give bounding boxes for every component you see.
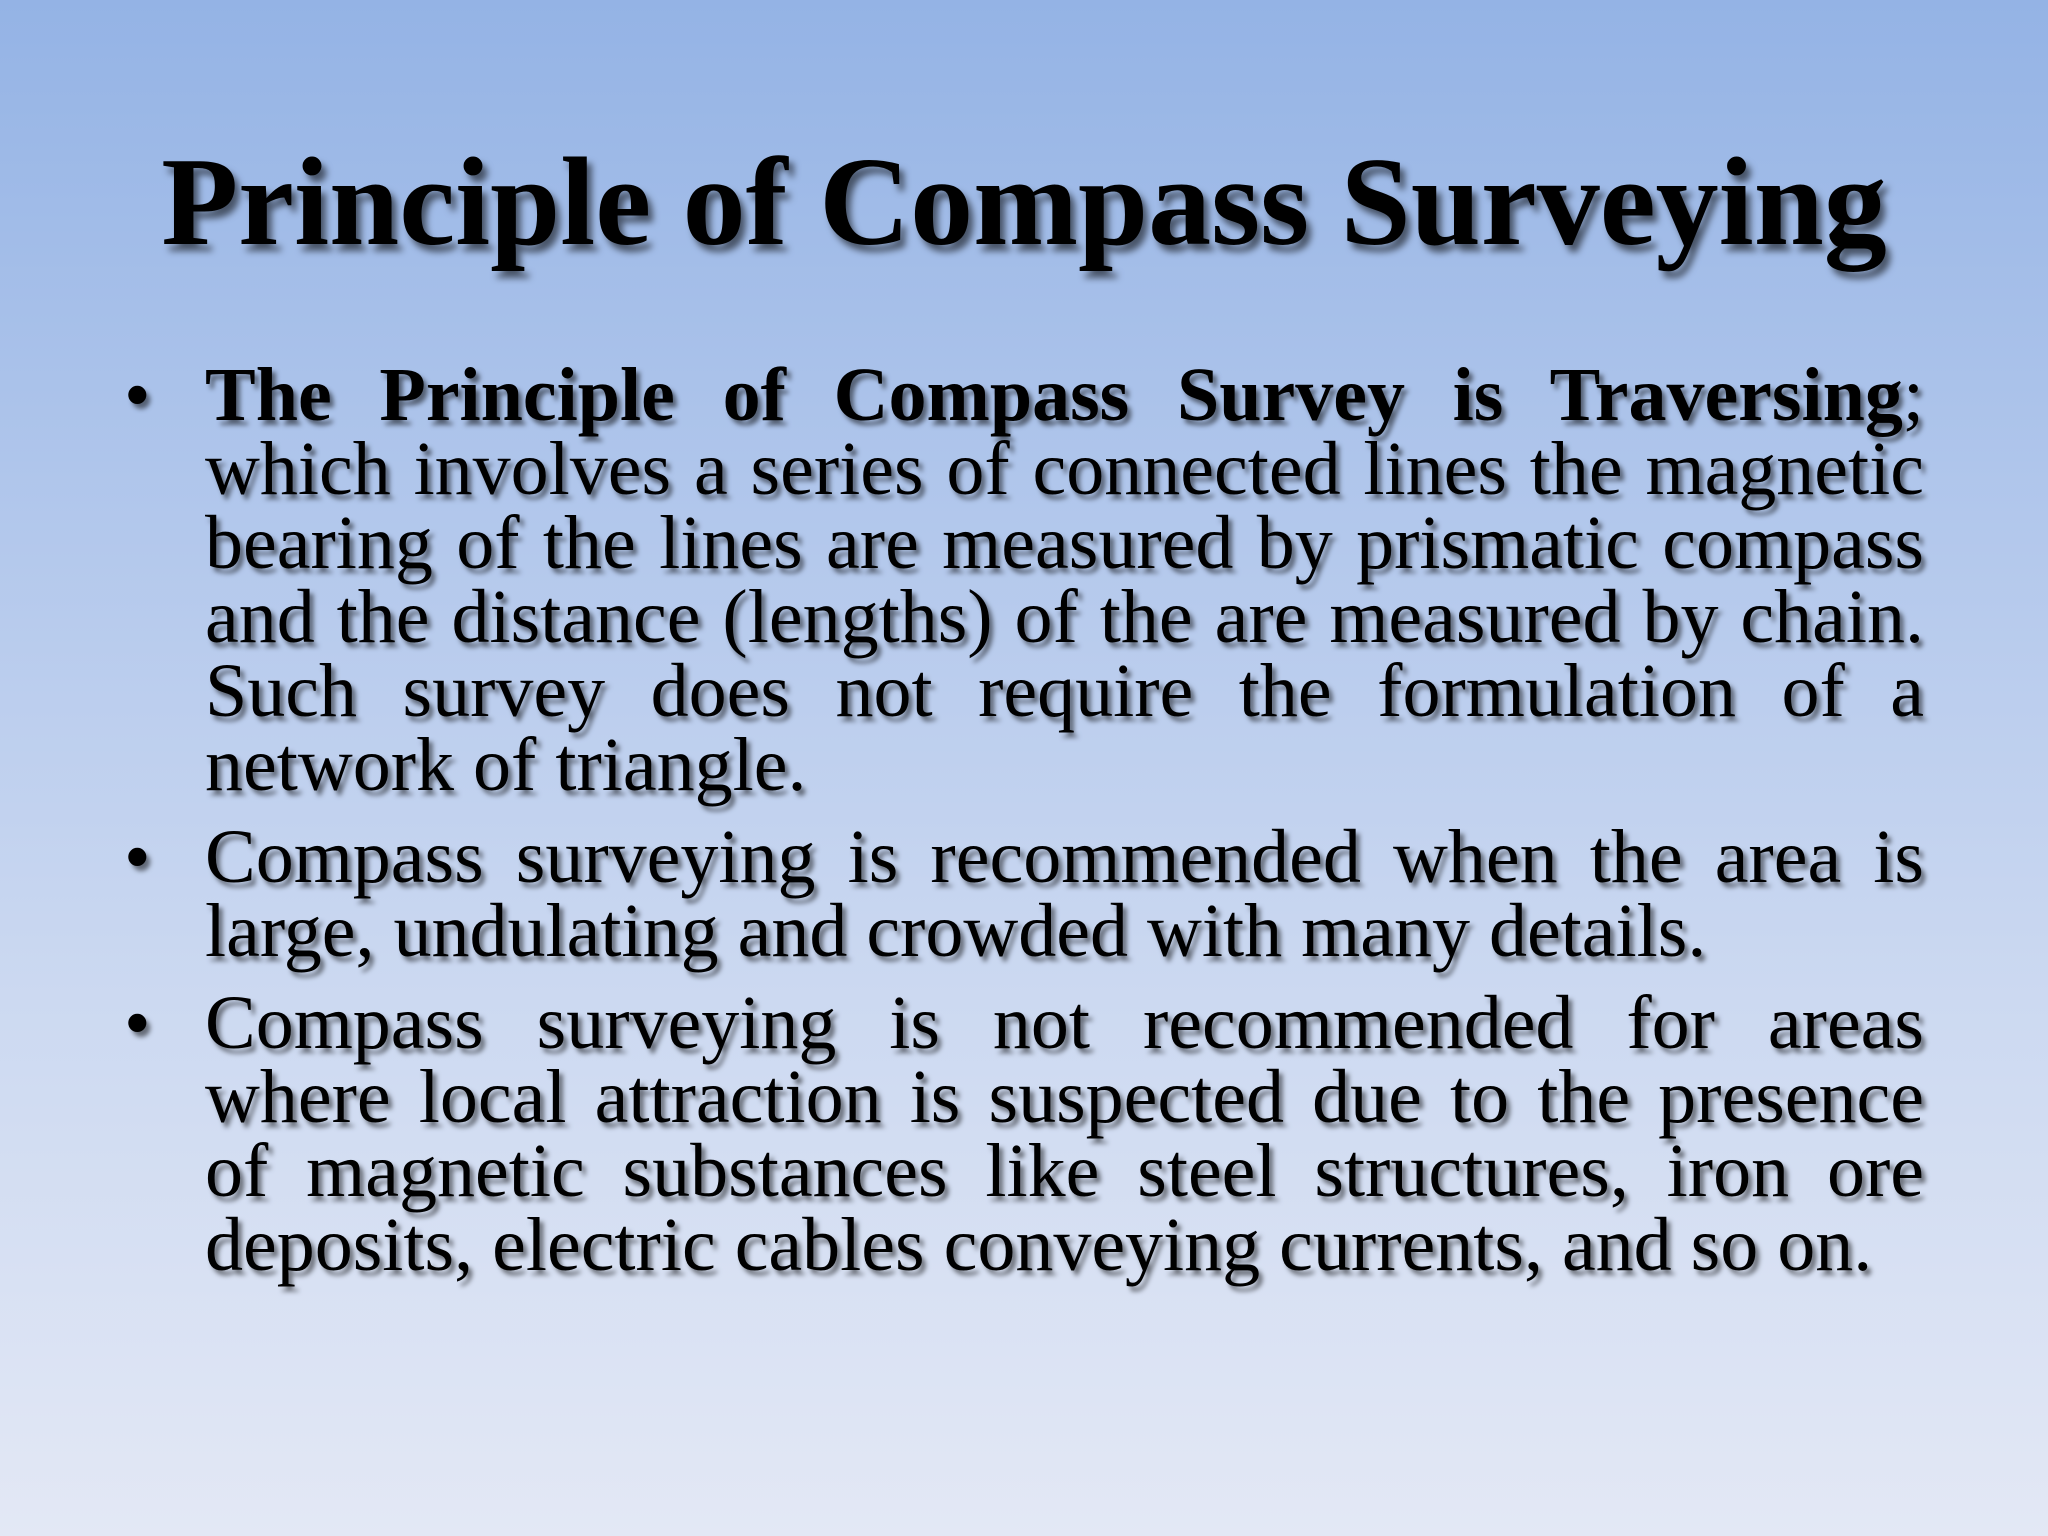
bullet-list: [120, 353, 1924, 1300]
bullet-icon: •: [124, 815, 151, 899]
bullet-text: [205, 981, 1924, 1287]
bullet-body-text: Compass surveying is recommended when the area is large, undulating and crowded with many details.: [205, 815, 1924, 973]
bullet-text: [205, 815, 1924, 973]
slide-title: Principle of Compass Surveying: [161, 133, 1887, 272]
bullet-bold-text: The Principle of Compass Survey is Traversing: [205, 353, 1903, 437]
bullet-item: [120, 353, 1924, 807]
bullet-body-text: ; which involves a series of connected lines the magnetic bearing of the lines are measured by prismatic compass and the distance (lengths) of the are measured by chain. Such survey does not require the formulation of a network of triangle.: [205, 353, 1924, 807]
bullet-icon: •: [124, 981, 151, 1065]
bullet-body-text: Compass surveying is not recommended for areas where local attraction is suspected due to the presence of magnetic substances like steel structures, iron ore deposits, electric cables conveying currents, and so on.: [205, 981, 1924, 1287]
bullet-icon: •: [124, 353, 151, 437]
bullet-item: [120, 815, 1924, 973]
bullet-item: [120, 981, 1924, 1287]
bullet-text: [205, 353, 1924, 807]
